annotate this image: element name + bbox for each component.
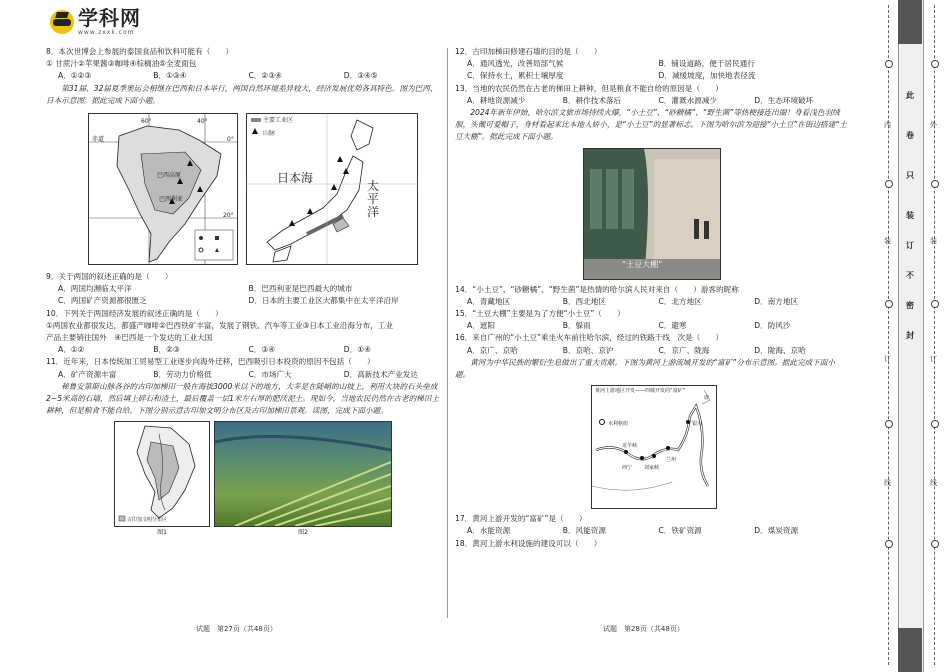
option[interactable]: C．灌溉水源减少 — [658, 95, 717, 105]
option[interactable]: B．铺设道路，便于居民通行 — [658, 59, 755, 69]
binding-dark-bottom — [898, 628, 922, 672]
option[interactable]: C．两国矿产资源都很匮乏 — [58, 296, 147, 306]
figure-2-caption: 图2 — [298, 529, 308, 537]
option[interactable]: C．③④ — [248, 345, 276, 355]
option[interactable]: A．两国均濒临太平洋 — [58, 284, 132, 294]
option[interactable]: A．矿产资源丰富 — [58, 369, 117, 379]
binding-dark-top — [898, 0, 922, 44]
q14-stem: 14．“小土豆”、“砂糖橘”、“野生菌”是热情的哈尔滨人民对来自（ ）游客的昵称 — [455, 284, 739, 294]
ring-icon — [885, 540, 893, 548]
outer-label: 外 — [930, 121, 937, 129]
japan-map — [246, 113, 418, 265]
option[interactable]: B．西北地区 — [562, 296, 606, 306]
binding-char: 不 — [906, 271, 914, 280]
ring-icon — [885, 420, 893, 428]
binding-char: 装 — [906, 211, 914, 220]
option[interactable]: B．②③ — [153, 345, 180, 355]
lanzhou-label: 兰州 — [666, 457, 677, 464]
option[interactable]: B．巴西利亚是巴西最大的城市 — [248, 284, 353, 294]
passage-brazil-japan: 第31届、32届夏季奥运会相继在巴西和日本举行，两国自然环境差异较大，经济发展优势各具特色。图为巴西、日本示意图。据此完成下面小题。 — [46, 83, 438, 105]
option[interactable]: D．防风沙 — [754, 321, 791, 331]
q11-options — [46, 369, 439, 381]
option[interactable]: C．避寒 — [658, 321, 687, 331]
sea-of-japan-label: 日本海 — [277, 171, 314, 186]
binding-margin — [870, 0, 950, 672]
outer-label: 线 — [930, 479, 937, 487]
q12-options — [455, 58, 850, 82]
q9-stem: 9．关于两国的叙述正确的是（ ） — [46, 272, 173, 282]
binding-char: 只 — [906, 171, 914, 180]
q14-options — [455, 296, 850, 308]
brasilia-label: 巴西利亚 — [159, 196, 184, 204]
q16-options — [455, 345, 850, 357]
option[interactable]: C．北方地区 — [658, 296, 702, 306]
q9-options — [46, 283, 439, 307]
option[interactable]: D．日本的主要工业区大都集中在太平洋沿岸 — [248, 296, 399, 306]
inner-dashed-line — [888, 5, 889, 665]
liujiaxia-label: 刘家峡 — [644, 465, 660, 472]
option[interactable]: B．劳动力价格低 — [153, 369, 212, 379]
q8-items: ① 甘蔗汁②苹果酱③咖啡④棕榈油⑤全麦面包 — [46, 59, 197, 69]
ring-icon — [885, 60, 893, 68]
ring-icon — [931, 540, 939, 548]
legend-mountain: 山脉 — [263, 130, 276, 138]
left-column — [46, 46, 439, 537]
column-divider — [447, 48, 448, 618]
lat-20-label: 20° — [223, 212, 234, 220]
q10-options — [46, 344, 439, 356]
option[interactable]: C．市场广大 — [248, 369, 292, 379]
outer-dashed-line — [934, 5, 935, 665]
logo — [50, 8, 141, 36]
binding-char: 订 — [906, 241, 914, 250]
q15-options — [455, 320, 850, 332]
footer-right: 试题 第28页（共48页） — [603, 625, 684, 633]
option[interactable]: B．躲雨 — [562, 321, 591, 331]
equator-label: 赤道 — [92, 136, 105, 144]
option[interactable]: C．②③④ — [248, 71, 282, 81]
q12-stem: 12．古印加梯田修建石墙的目的是（ ） — [455, 47, 602, 56]
option[interactable]: D．南方地区 — [754, 296, 799, 306]
q17-stem: 17．黄河上游开发的“富矿”是（ ） — [455, 514, 587, 524]
figure-1-caption: 图1 — [157, 529, 167, 537]
q11-stem: 11．近年来，日本传统加工贸易型工业逐步向海外迁移，巴西吸引日本投资的原因不包括（ ） — [46, 357, 375, 367]
option[interactable]: D．①④ — [343, 345, 371, 355]
logo-url: www.zxxk.com — [78, 29, 135, 36]
binding-char: 密 — [906, 301, 914, 310]
option[interactable]: A．①②③ — [58, 71, 92, 81]
ring-icon — [885, 180, 893, 188]
ring-icon — [931, 420, 939, 428]
option[interactable]: B．①③④ — [153, 71, 187, 81]
lat-0-label: 0° — [227, 136, 234, 144]
q17-options — [455, 525, 850, 537]
q8-options — [46, 70, 439, 82]
legend-industrial-zone: 主要工业区 — [263, 117, 294, 125]
footer-left: 试题 第27页（共48页） — [196, 625, 277, 633]
brazil-map-graphic — [89, 114, 237, 264]
outer-label: 装 — [930, 237, 937, 245]
pacific-ocean-label: 太平洋 — [367, 179, 380, 220]
yellow-river-map-title: 黄河上游地区开发——四城开发的“富矿” — [595, 388, 686, 395]
option[interactable]: A．青藏地区 — [467, 296, 511, 306]
brazil-plateau-label: 巴西高原 — [157, 172, 182, 180]
binding-char: 此 — [906, 91, 914, 100]
option[interactable]: D．高新技术产业发达 — [343, 369, 418, 379]
ring-icon — [931, 300, 939, 308]
inner-label: 内 — [884, 121, 891, 129]
option[interactable]: A．耕地资源减少 — [467, 95, 526, 105]
yinchuan-label: 银川 — [692, 421, 703, 428]
yellow-river-map-graphic — [592, 386, 716, 508]
yellow-river-map — [591, 385, 717, 509]
q18-stem: 18．黄河上游水利设施的建设可以（ ） — [455, 538, 602, 548]
dam-label: 水利枢纽 — [608, 421, 629, 428]
right-column — [455, 46, 850, 550]
option[interactable]: A．①② — [58, 345, 85, 355]
brazil-map — [88, 113, 238, 265]
xining-label: 西宁 — [622, 465, 633, 472]
binding-char: 封 — [906, 331, 914, 340]
potato-tent-label: “土豆大棚” — [622, 259, 663, 269]
logo-name: 学科网 — [78, 6, 141, 30]
option[interactable]: D．生态环境破坏 — [754, 95, 814, 105]
figure-1 — [114, 421, 210, 537]
potato-tent-photo — [583, 148, 721, 280]
longyangxia-label: 龙羊峡 — [622, 443, 638, 450]
passage-harbin: 2024年新年伊始，哈尔滨文旅市场持续火爆，“小土豆”、“砂糖橘”、“野生菌”等热梗接连出圈！身着浅色羽绒服，头戴可爱帽子，身材看起来比本地人娇小，是“小土豆”的显著标志。下图为哈尔滨为迎接“小土豆”在街边搭建“土豆大棚”。据此完成下面小题。 — [455, 108, 847, 142]
option[interactable]: C．保持水土，累积土壤厚度 — [467, 71, 564, 81]
passage-inca-terraces: 秘鲁安第斯山脉各谷的古印加梯田一般在海拔3000米以下的地方，大多是在陡峭的山坡上，利用大块的石头垒成2~5米高的石墙，然后填上碎石和渣土，最后覆盖一层1米左右厚的肥沃泥土。现如今，当地农民仍然在古老的梯田上耕种，但是粮食不能自给。下图分别示意古印加文明分布区及古印加梯田景观。读图，完成下面小题。 — [46, 381, 439, 416]
q15-stem: 15．“土豆大棚”主要是为了方便“小土豆”（ ） — [455, 309, 625, 319]
option[interactable]: B．京哈、京沪 — [562, 345, 614, 355]
ring-icon — [931, 60, 939, 68]
option[interactable]: A．通风透光，改善局部气候 — [467, 59, 564, 69]
outer-label: 订 — [930, 355, 937, 363]
inner-label: 装 — [884, 237, 891, 245]
q13-stem: 13．当地的农民仍然在古老的梯田上耕种，但是粮食不能自给的原因是（ ） — [455, 83, 723, 93]
q13-options — [455, 95, 850, 107]
terrace-photo — [214, 421, 392, 527]
terrace-photo-graphic — [215, 422, 391, 526]
inca-legend-label: 古印加文明分布区 — [127, 517, 168, 524]
inner-label: 订 — [884, 355, 891, 363]
figure-2 — [214, 421, 392, 537]
ring-icon — [885, 300, 893, 308]
q8-stem: 8．本次世博会上参展的泰国食品和饮料可能有（ ） — [46, 47, 234, 56]
q10-line1: ①两国农业都很发达，都盛产咖啡②巴西铁矿丰富，发展了钢铁、汽车等工业③日本工业沿海分布，工业 — [46, 320, 393, 330]
option[interactable]: D．③④⑤ — [343, 71, 378, 81]
lon-60-label: 60° — [141, 118, 152, 126]
option[interactable]: D．减缓坡度，加快地表径流 — [658, 71, 756, 81]
option[interactable]: D．煤炭资源 — [754, 526, 799, 536]
inca-map-graphic — [115, 422, 209, 526]
option[interactable]: C．铁矿资源 — [658, 526, 702, 536]
passage-yellow-river: 黄河为中华民族的繁衍生息做出了重大贡献。下图为黄河上游流域开发的“富矿”分布示意图。据此完成下面小题。 — [455, 357, 835, 380]
q10-stem: 10．下列关于两国经济发展的叙述正确的是（ ） — [46, 308, 223, 318]
ring-icon — [931, 180, 939, 188]
q10-line2: 产品主要销往国外 ④巴西是一个发达的工业大国 — [46, 333, 213, 343]
binding-char: 卷 — [906, 131, 914, 140]
option[interactable]: A．遮阳 — [467, 321, 495, 331]
q16-stem: 16．来自广州的“小土豆”乘坐火车前往哈尔滨，经过的铁路干线 次是（ ） — [455, 333, 724, 343]
lon-40-label: 40° — [197, 118, 208, 126]
tang-label: 唐 — [704, 395, 710, 402]
option[interactable]: A．京广、京哈 — [467, 345, 518, 355]
option[interactable]: D．陇海、京哈 — [754, 345, 806, 355]
inner-label: 线 — [884, 479, 891, 487]
option[interactable]: C．京广、陇海 — [658, 345, 710, 355]
inca-map — [114, 421, 210, 527]
option[interactable]: B．风能资源 — [562, 526, 606, 536]
option[interactable]: B．耕作技术落后 — [562, 95, 622, 105]
option[interactable]: A．水能资源 — [467, 526, 511, 536]
graduation-cap-icon — [50, 10, 74, 34]
